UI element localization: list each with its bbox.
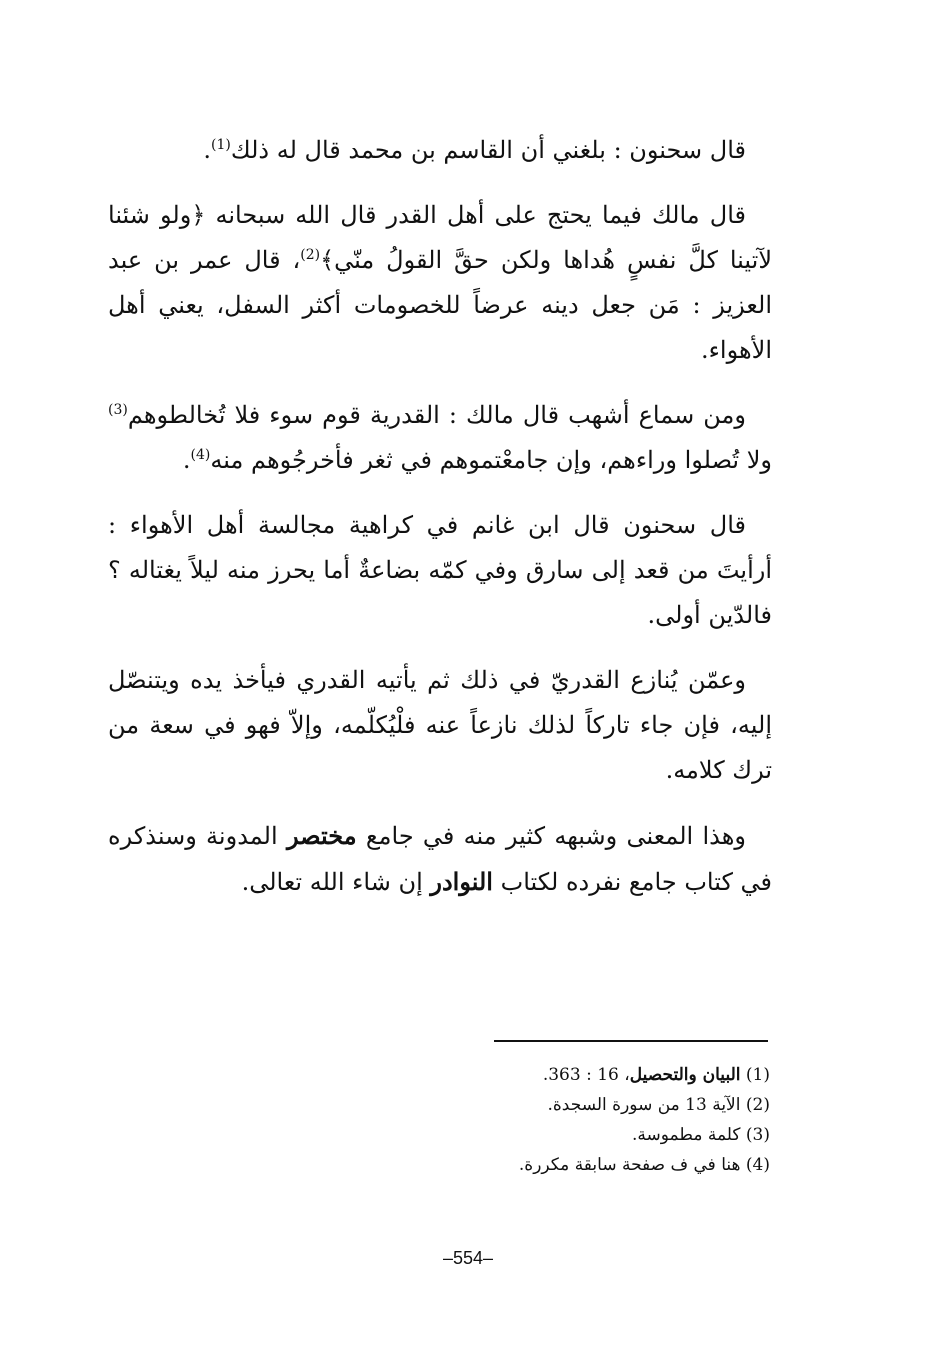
paragraph-1 xyxy=(108,128,772,173)
footnote-2: (2) الآية 13 من سورة السجدة. xyxy=(547,1095,770,1115)
paragraph-6-text-c: إن شاء الله تعالى. xyxy=(241,868,431,896)
paragraph-1-text: قال سحنون : بلغني أن القاسم بن محمد قال له ذلك xyxy=(230,136,746,164)
paragraph-2 xyxy=(108,193,772,373)
paragraph-2-text-a: قال مالك فيما يحتج على أهل القدر قال الله سبحانه ﴿ولو شئنا لآتينا كلَّ نفسٍ هُداها ولكن حقَّ القولُ منّي﴾ xyxy=(108,201,773,274)
paragraph-2-text-b: ، قال عمر بن عبد العزيز : مَن جعل دينه عرضاً للخصومات أكثر السفل، يعني أهل الأهواء. xyxy=(108,246,772,364)
paragraph-1-end: . xyxy=(203,136,212,164)
page-number: –554– xyxy=(442,1248,494,1268)
paragraph-6 xyxy=(108,813,772,905)
paragraph-5: وعمّن يُنازع القدريّ في ذلك ثم يأتيه القدري فيأخذ يده ويتنصّل إليه، فإن جاء تاركاً لذلك نازعاً عنه فلْيُكلّمه، وإلاّ فهو في سعة من ترك كلامه. xyxy=(108,666,772,784)
paragraph-6-text-b: المدونة وسنذكره في كتاب جامع نفرده لكتاب xyxy=(108,822,772,896)
paragraph-6-bold-1: مختصر xyxy=(286,821,357,850)
footnote-1-reference: ، 16 : 363. xyxy=(542,1065,630,1085)
footnote-ref-1[interactable]: (1) xyxy=(211,137,231,153)
paragraph-3 xyxy=(108,393,772,483)
footnote-4: (4) هنا في ف صفحة سابقة مكررة. xyxy=(518,1155,770,1175)
footnote-separator xyxy=(494,1040,768,1042)
paragraph-3-text-b: ولا تُصلوا وراءهم، وإن جامعْتموهم في ثغر فأخرجُوهم منه xyxy=(210,446,772,474)
main-text xyxy=(108,128,772,925)
footnotes xyxy=(420,1060,770,1180)
footnote-3: (3) كلمة مطموسة. xyxy=(632,1125,770,1145)
paragraph-3-text-a: ومن سماع أشهب قال مالك : القدرية قوم سوء فلا تُخالطوهم xyxy=(127,401,746,429)
paragraph-4: قال سحنون قال ابن غانم في كراهية مجالسة أهل الأهواء : أرأيتَ من قعد إلى سارق وفي كمّه بضاعةٌ أما يحرز منه ليلاً يغتاله ؟ فالدّين أولى. xyxy=(108,511,772,629)
footnote-1-title: البيان والتحصيل xyxy=(629,1065,741,1085)
footnote-ref-2[interactable]: (2) xyxy=(300,247,321,263)
footnote-ref-3[interactable]: (3) xyxy=(108,402,128,418)
paragraph-6-bold-2: النوادر xyxy=(430,867,493,896)
paragraph-6-text-a: وهذا المعنى وشبهه كثير منه في جامع xyxy=(356,822,746,850)
paragraph-3-end: . xyxy=(182,446,191,474)
footnote-ref-4[interactable]: (4) xyxy=(190,447,211,463)
footnote-1-number: (1) xyxy=(745,1065,770,1085)
footnote-1 xyxy=(420,1060,770,1090)
